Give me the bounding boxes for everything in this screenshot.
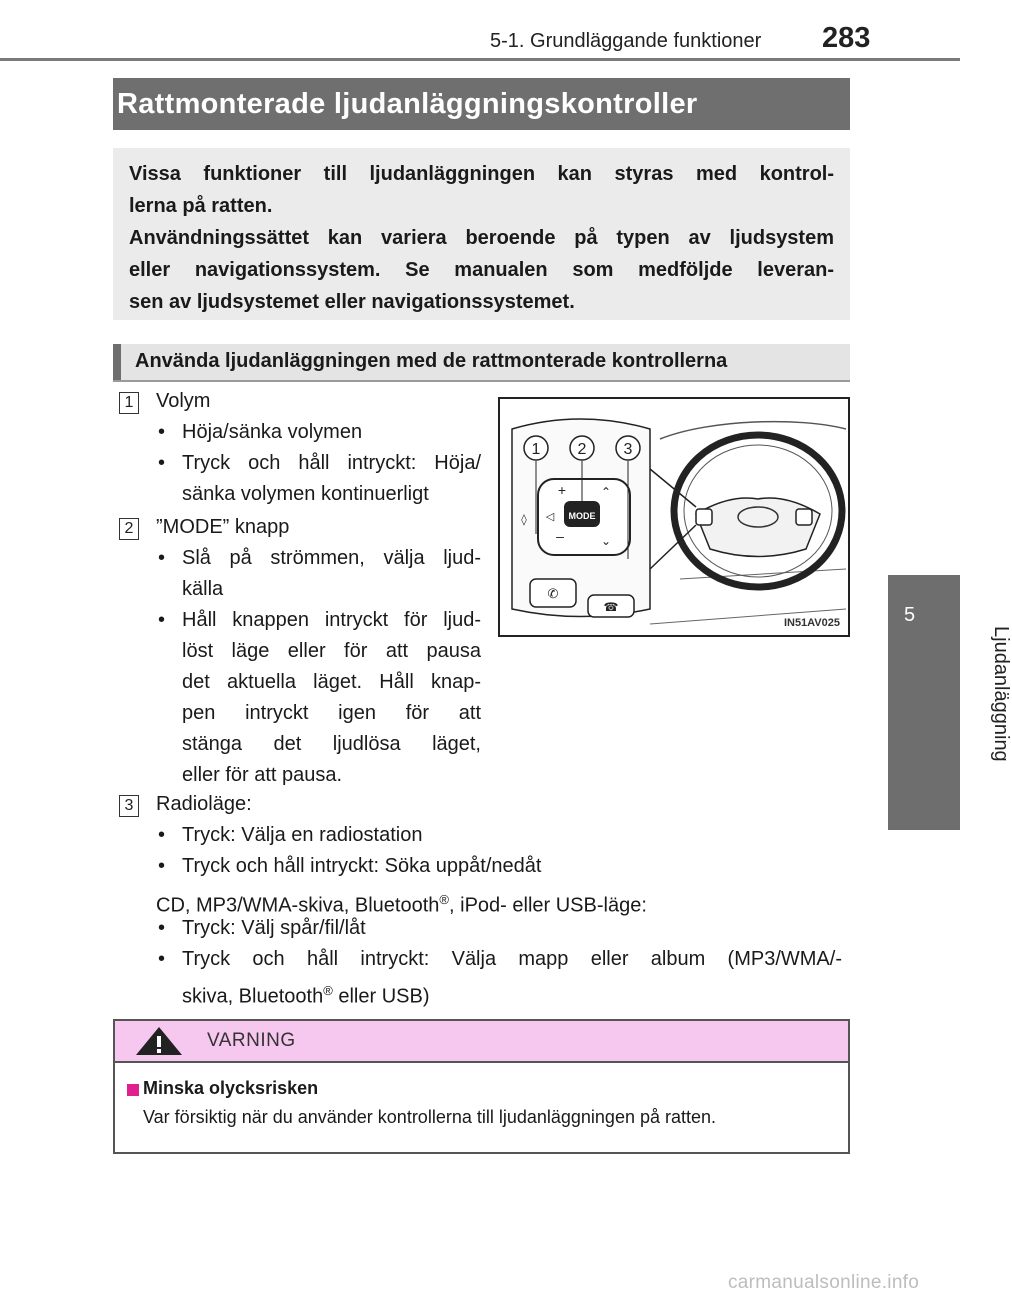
intro-line: sen av ljudsystemet eller navigationssystemet. — [129, 291, 575, 313]
bullet-dot: • — [158, 421, 166, 443]
bullet-text: Slå på strömmen, välja ljud- — [182, 547, 481, 569]
intro-line: eller navigationssystem. Se manualen som medföljde leveran- — [129, 259, 834, 281]
bullet-text: Tryck och håll intryckt: Höja/ — [182, 452, 481, 474]
bullet-text: Tryck och håll intryckt: Söka uppåt/nedåt — [182, 855, 542, 877]
bullet-text-part: eller USB) — [332, 985, 430, 1008]
bullet-text: pen intryckt igen för att — [182, 702, 481, 724]
bullet-text: Höja/sänka volymen — [182, 421, 363, 443]
steering-wheel-diagram — [500, 399, 848, 635]
bullet-text: Håll knappen intryckt för ljud- — [182, 609, 481, 631]
item-title-mode: ”MODE” knapp — [156, 516, 290, 538]
warning-subheading: Minska olycksrisken — [143, 1078, 319, 1098]
chapter-number: 5 — [904, 604, 916, 626]
cd-intro-part: CD, MP3/WMA-skiva, Bluetooth — [156, 894, 440, 917]
bullet-text-part: skiva, Bluetooth — [182, 985, 324, 1008]
speaker-icon: ◁ — [545, 510, 555, 523]
bullet-text: källa — [182, 578, 224, 600]
intro-line: Användningssättet kan variera beroende på typen av ljudsystem — [129, 227, 834, 249]
bullet-dot: • — [158, 917, 166, 939]
figure-code: IN51AV025 — [783, 617, 840, 629]
bullet-dot: • — [158, 609, 166, 631]
volume-up-icon: + — [557, 482, 567, 498]
bullet-text: löst läge eller för att pausa — [182, 640, 481, 662]
bullet-dot: • — [158, 452, 166, 474]
warning-triangle-icon — [133, 1025, 185, 1057]
phone-answer-icon: ✆ — [547, 587, 559, 602]
section-title: 5-1. Grundläggande funktioner — [490, 30, 762, 52]
watermark: carmanualsonline.info — [728, 1272, 920, 1293]
bullet-text: det aktuella läget. Håll knap- — [182, 671, 481, 693]
item-number-2: 2 — [119, 518, 139, 540]
subheading-marker — [113, 344, 121, 380]
volume-down-icon: – — [556, 528, 564, 544]
subheading-text: Använda ljudanläggningen med de rattmonterade kontrollerna — [135, 350, 728, 372]
bullet-text: Tryck: Välj spår/fil/låt — [182, 917, 366, 939]
seek-down-icon: ⌄ — [600, 534, 612, 548]
intro-line: Vissa funktioner till ljudanläggningen kan styras med kontrol- — [129, 163, 834, 185]
item-title-radio: Radioläge: — [156, 793, 252, 815]
intro-box — [113, 148, 850, 320]
warning-bullet-square — [127, 1084, 139, 1096]
bullet-text: Tryck: Välja en radiostation — [182, 824, 423, 846]
chapter-label: Ljudanläggning — [990, 626, 1012, 762]
registered-mark: ® — [323, 983, 333, 998]
intro-line: lerna på ratten. — [129, 195, 273, 217]
callout-label-3: 3 — [623, 441, 633, 458]
bullet-dot: • — [158, 855, 166, 877]
page-title: Rattmonterade ljudanläggningskontroller — [113, 78, 850, 130]
header-rule — [0, 58, 960, 61]
bullet-dot: • — [158, 948, 166, 970]
item-number-1: 1 — [119, 392, 139, 414]
callout-label-2: 2 — [577, 441, 587, 458]
callout-label-1: 1 — [531, 441, 541, 458]
steering-controls-illustration — [498, 397, 850, 637]
cd-intro-part: , iPod- eller USB-läge: — [449, 894, 647, 917]
bullet-text: sänka volymen kontinuerligt — [182, 483, 429, 505]
item-title-volume: Volym — [156, 390, 211, 412]
bullet-text: stänga det ljudlösa läget, — [182, 733, 481, 755]
bullet-text — [182, 975, 430, 1013]
item-number-3: 3 — [119, 795, 139, 817]
bullet-dot: • — [158, 824, 166, 846]
bullet-dot: • — [158, 547, 166, 569]
registered-mark: ® — [439, 892, 450, 907]
seek-up-icon: ⌃ — [600, 485, 612, 499]
page-number: 283 — [822, 22, 871, 54]
right-switch-pad — [796, 509, 812, 525]
bullet-text: Tryck och håll intryckt: Välja mapp eller album (MP3/WMA/- — [182, 948, 842, 970]
warning-box — [113, 1019, 850, 1154]
warning-title: VARNING — [207, 1030, 296, 1051]
mode-button-label: MODE — [568, 511, 596, 521]
voice-icon: ◊ — [521, 513, 527, 526]
zoom-connector — [650, 525, 696, 569]
subheading — [113, 344, 850, 382]
warning-body: Var försiktig när du använder kontrollerna till ljudanläggningen på ratten. — [143, 1107, 717, 1127]
warning-header — [115, 1021, 848, 1063]
bullet-text: eller för att pausa. — [182, 764, 343, 786]
left-switch-pad — [696, 509, 712, 525]
chapter-tab — [888, 575, 960, 830]
phone-hangup-icon: ☎ — [603, 600, 619, 614]
